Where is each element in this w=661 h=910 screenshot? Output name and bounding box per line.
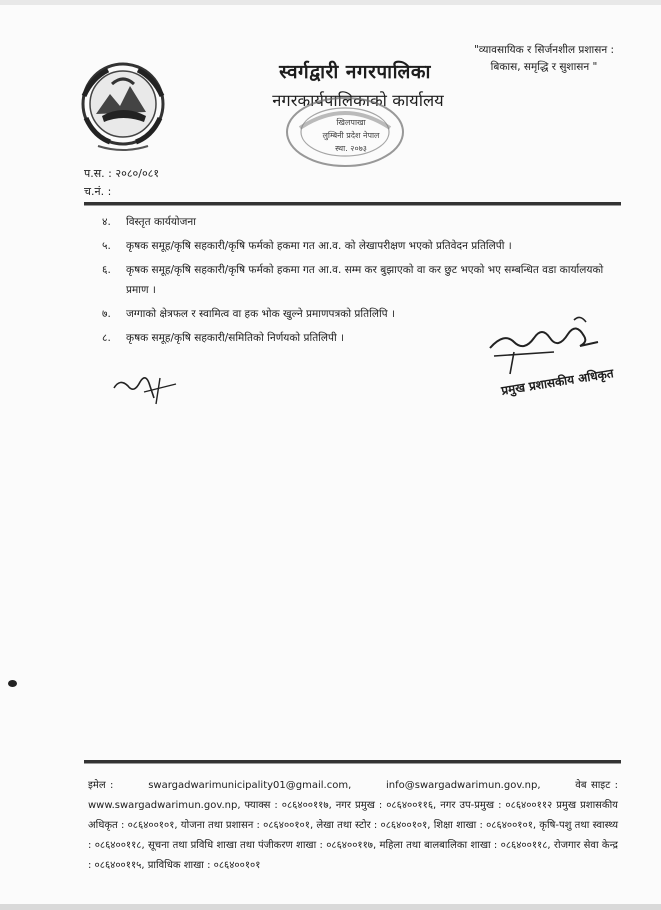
email-link[interactable]: info@swargadwarimun.gov.np, bbox=[386, 780, 541, 791]
nepal-emblem-icon bbox=[74, 56, 172, 156]
scan-top-edge bbox=[0, 0, 661, 5]
website-label: वेब साइट : bbox=[575, 780, 619, 791]
email-link[interactable]: swargadwarimunicipality01@gmail.com, bbox=[148, 780, 352, 791]
item-text: विस्तृत कार्ययोजना bbox=[126, 216, 196, 228]
stamp-text bbox=[296, 116, 406, 155]
item-text: कृषक समूह/कृषि सहकारी/समितिको निर्णयको प्रतिलिपी । bbox=[126, 332, 345, 344]
item-number: ८. bbox=[102, 332, 111, 344]
item-text: कृषक समूह/कृषि सहकारी/कृषि फर्मको हकमा गत आ.व. को लेखापरीक्षण भएको प्रतिवेदन प्रतिलिपी । bbox=[126, 240, 512, 252]
letter-number: प.स. : २०८०/०८१ bbox=[84, 167, 160, 180]
municipality-title: स्वर्गद्वारी नगरपालिका bbox=[279, 61, 431, 83]
stamp-line: खिलपाखा bbox=[336, 118, 366, 127]
office-name: नगरकार्यपालिकाको कार्यालय bbox=[272, 91, 444, 110]
footer-divider bbox=[84, 760, 621, 764]
list-item bbox=[102, 236, 622, 256]
header-divider bbox=[84, 202, 621, 206]
dispatch-number: च.नं. : bbox=[84, 185, 112, 198]
list-item bbox=[102, 212, 622, 232]
scan-bottom-edge bbox=[0, 904, 661, 910]
list-item bbox=[102, 260, 622, 300]
slogan-line: "व्यावसायिक र सिर्जनशील प्रशासन : bbox=[473, 44, 615, 56]
handwritten-signature bbox=[484, 312, 604, 376]
ink-spot bbox=[8, 680, 17, 687]
stamp-line: स्था. २०७३ bbox=[335, 144, 367, 153]
item-text: जग्गाको क्षेत्रफल र स्वामित्व वा हक भोक खुल्ने प्रमाणपत्रको प्रतिलिपि । bbox=[126, 308, 395, 320]
item-number: ७. bbox=[102, 308, 111, 320]
contact-numbers: www.swargadwarimun.gov.np, फ्याक्स : ०८६४००११७, नगर प्रमुख : ०८६४००११६, नगर उप-प्रमुख : ०८६४००११२ प्रमुख प्रशासकीय अधिकृत : ०८६४००१०१, योजना तथा प्रशासन : ०८६४००१०१, लेखा तथा स्टोर : ०८६४००१०१, शिक्षा शाखा : ०८६४००१०१, कृषि-पशु तथा स्वास्थ्य : ०८६४००११८, सूचना तथा प्रविधि शाखा तथा पंजीकरण शाखा : ०८६४००११७, महिला तथा बालबालिका शाखा : ०८६४००११८, रोजगार सेवा केन्द्र : ०८६४००११५, प्राविधिक शाखा : ०८६४००१०१ bbox=[88, 800, 618, 871]
email-label: इमेल : bbox=[88, 780, 114, 791]
stamp-line: लुम्बिनी प्रदेश नेपाल bbox=[322, 131, 380, 140]
item-number: ५. bbox=[102, 240, 111, 252]
signatory-title: प्रमुख प्रशासकीय अधिकृत bbox=[500, 366, 615, 398]
item-number: ४. bbox=[102, 216, 111, 228]
handwritten-initial bbox=[110, 368, 180, 408]
slogan-line: बिकास, समृद्धि र सुशासन " bbox=[490, 61, 598, 73]
item-number: ६. bbox=[102, 264, 111, 276]
item-text: कृषक समूह/कृषि सहकारी/कृषि फर्मको हकमा गत आ.व. सम्म कर बुझाएको वा कर छुट भएको भए सम्बन्धित वडा कार्यालयको प्रमाण । bbox=[126, 264, 604, 296]
slogan bbox=[454, 42, 634, 76]
footer-contacts bbox=[88, 776, 618, 876]
